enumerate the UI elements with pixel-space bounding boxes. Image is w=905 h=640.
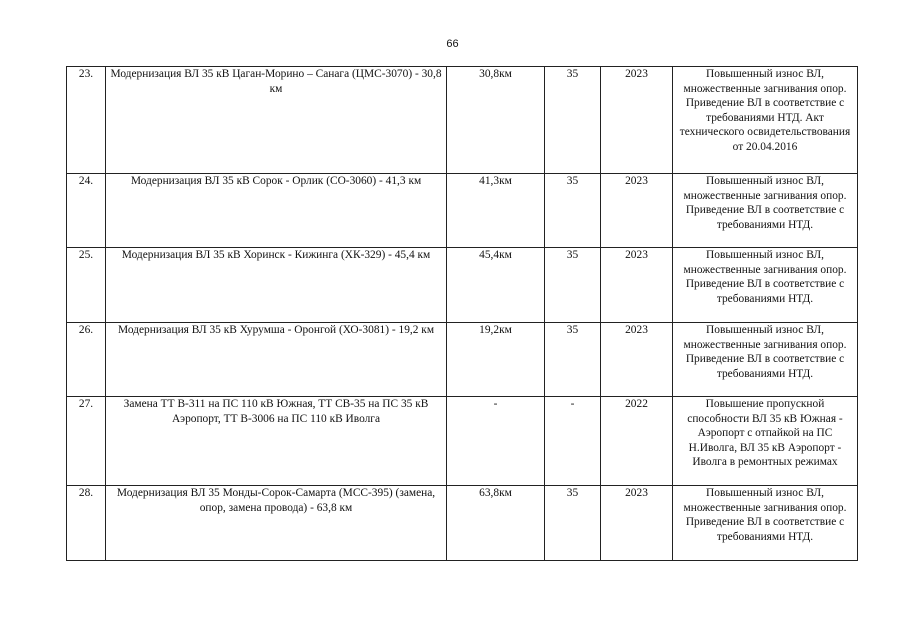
row-number: 28. [67,486,106,561]
row-voltage: 35 [545,67,601,174]
table-row [67,248,858,323]
table-row [67,323,858,397]
row-reason: Повышенный износ ВЛ, множественные загнивания опор. Приведение ВЛ в соответствие с требованиями НТД. [673,174,858,248]
row-reason: Повышение пропускной способности ВЛ 35 кВ Южная - Аэропорт с отпайкой на ПС Н.Иволга, ВЛ 35 кВ Аэропорт - Иволга в ремонтных режимах [673,397,858,486]
row-number: 27. [67,397,106,486]
projects-table [66,66,858,561]
row-reason: Повышенный износ ВЛ, множественные загнивания опор. Приведение ВЛ в соответствие с требованиями НТД. [673,486,858,561]
row-description: Модернизация ВЛ 35 кВ Хурумша - Оронгой (ХО-3081) - 19,2 км [106,323,447,397]
row-year: 2022 [601,397,673,486]
row-voltage: 35 [545,323,601,397]
row-reason: Повышенный износ ВЛ, множественные загнивания опор. Приведение ВЛ в соответствие с требованиями НТД. [673,323,858,397]
page-number: 66 [446,38,459,50]
row-reason: Повышенный износ ВЛ, множественные загнивания опор. Приведение ВЛ в соответствие с требованиями НТД. [673,248,858,323]
row-year: 2023 [601,323,673,397]
row-year: 2023 [601,248,673,323]
row-length: - [447,397,545,486]
row-year: 2023 [601,174,673,248]
row-description: Модернизация ВЛ 35 Монды-Сорок-Самарта (МСС-395) (замена, опор, замена провода) - 63,8 км [106,486,447,561]
table-row [67,174,858,248]
table-row [67,397,858,486]
row-voltage: 35 [545,248,601,323]
row-description: Модернизация ВЛ 35 кВ Хоринск - Кижинга (ХК-329) - 45,4 км [106,248,447,323]
row-number: 23. [67,67,106,174]
row-number: 26. [67,323,106,397]
row-length: 45,4км [447,248,545,323]
row-voltage: - [545,397,601,486]
row-number: 24. [67,174,106,248]
row-year: 2023 [601,67,673,174]
row-length: 19,2км [447,323,545,397]
row-description: Модернизация ВЛ 35 кВ Цаган-Морино – Санага (ЦМС-3070) - 30,8 км [106,67,447,174]
row-length: 41,3км [447,174,545,248]
row-length: 63,8км [447,486,545,561]
row-reason: Повышенный износ ВЛ, множественные загнивания опор. Приведение ВЛ в соответствие с требованиями НТД. Акт технического освидетельствования от 20.04.2016 [673,67,858,174]
row-length: 30,8км [447,67,545,174]
row-voltage: 35 [545,174,601,248]
table-row [67,486,858,561]
row-number: 25. [67,248,106,323]
row-voltage: 35 [545,486,601,561]
row-description: Модернизация ВЛ 35 кВ Сорок - Орлик (СО-3060) - 41,3 км [106,174,447,248]
row-description: Замена ТТ В-311 на ПС 110 кВ Южная, ТТ СВ-35 на ПС 35 кВ Аэропорт, ТТ В-3006 на ПС 110 кВ Иволга [106,397,447,486]
table-row [67,67,858,174]
row-year: 2023 [601,486,673,561]
